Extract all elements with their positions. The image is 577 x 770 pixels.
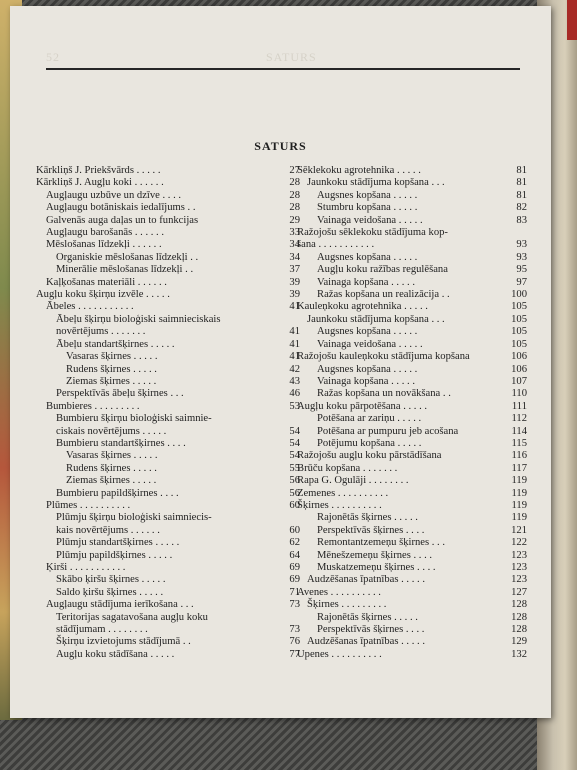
toc-entry-title: Skābo ķiršu šķirnes . . . . . <box>56 574 166 586</box>
toc-entry-page: 100 <box>511 289 527 301</box>
toc-entry <box>36 227 300 239</box>
toc-entry-title: Šķirņu izvietojums stādījumā . . <box>56 636 191 648</box>
toc-entry-title: Šķirnes . . . . . . . . . <box>307 599 387 611</box>
toc-entry <box>36 463 300 475</box>
toc-entry-page: 33 <box>289 227 300 239</box>
toc-entry-page: 129 <box>511 636 527 648</box>
toc-entry <box>297 165 527 177</box>
toc-entry-title: Bumbieru papildšķirnes . . . . <box>56 487 179 499</box>
toc-entry <box>297 636 527 648</box>
toc-entry-page: 60 <box>289 524 300 536</box>
toc-entry-title: Kaļķošanas materiāli . . . . . . <box>46 276 167 288</box>
toc-entry <box>297 599 527 611</box>
toc-entry <box>297 289 527 301</box>
toc-entry-title: kais novērtējums . . . . . . <box>56 524 160 536</box>
toc-entry <box>36 512 300 524</box>
toc-entry-title: Augsnes kopšana . . . . . <box>317 251 418 263</box>
toc-entry-page: 95 <box>516 264 527 276</box>
toc-entry <box>36 550 300 562</box>
toc-entry-title: Augļaugu stādījuma ierīkošana . . . <box>46 599 194 611</box>
toc-entry-title: Bumbieru standartšķirnes . . . . <box>56 437 186 449</box>
toc-entry-title: Kārkliņš J. Priekšvārds . . . . . <box>36 165 161 176</box>
toc-entry-title: Potējumu kopšana . . . . . <box>317 437 422 449</box>
toc-entry <box>297 264 527 276</box>
toc-entry-page: 64 <box>289 549 300 561</box>
toc-entry <box>36 388 300 400</box>
toc-entry-title: Organiskie mēslošanas līdzekļi . . <box>56 251 199 263</box>
toc-entry <box>36 450 300 462</box>
toc-entry-title: Plūmju standartšķirnes . . . . . <box>56 537 180 549</box>
toc-entry-title: stādījumam . . . . . . . . <box>56 624 148 636</box>
toc-entry-page: 41 <box>289 338 300 350</box>
toc-entry-page: 83 <box>516 214 527 226</box>
toc-entry-page: 93 <box>516 251 527 263</box>
toc-entry <box>297 426 527 438</box>
toc-entry-page: 115 <box>511 437 527 449</box>
running-header <box>46 50 516 64</box>
toc-entry <box>297 364 527 376</box>
toc-entry <box>36 426 300 438</box>
toc-entry-page: 60 <box>289 499 300 511</box>
toc-entry-page: 69 <box>289 562 300 573</box>
toc-entry-title: Rajonētās šķirnes . . . . . <box>317 611 418 623</box>
toc-entry-page: 34 <box>289 251 300 263</box>
toc-entry <box>36 239 300 251</box>
toc-entry-page: 41 <box>289 301 300 313</box>
toc-entry <box>297 512 527 524</box>
toc-entry-page: 128 <box>511 599 527 611</box>
toc-entry-title: Audzēšanas īpatnības . . . . . <box>307 636 425 648</box>
toc-entry <box>297 314 527 326</box>
toc-entry-page: 82 <box>516 202 527 214</box>
toc-entry-title: Augļaugu uzbūve un dzīve . . . . <box>46 189 182 201</box>
toc-entry-page: 122 <box>511 537 527 549</box>
toc-entry-page: 117 <box>511 462 527 474</box>
toc-entry-page: 123 <box>511 574 527 586</box>
spine-red-tab <box>567 0 577 40</box>
toc-entry <box>36 649 300 661</box>
toc-entry <box>297 562 527 574</box>
toc-entry-title: Augsnes kopšana . . . . . <box>317 363 418 375</box>
toc-entry-title: Bumbieres . . . . . . . . . <box>46 400 140 412</box>
toc-entry <box>36 599 300 611</box>
toc-entry <box>36 314 300 326</box>
toc-entry-page: 54 <box>289 425 300 437</box>
toc-entry-page: 71 <box>289 586 300 598</box>
toc-entry-page: 37 <box>289 264 300 276</box>
toc-entry <box>297 649 527 661</box>
toc-entry-page: 56 <box>289 487 300 499</box>
toc-entry-title: Rapa G. Ogulāji . . . . . . . . <box>297 475 409 487</box>
toc-entry-page: 123 <box>511 549 527 561</box>
toc-entry <box>297 450 527 462</box>
toc-entry-title: Plūmes . . . . . . . . . . <box>46 499 131 511</box>
toc-entry-page: 39 <box>289 289 300 301</box>
toc-entry <box>297 612 527 624</box>
toc-entry-page: 43 <box>289 375 300 387</box>
toc-entry-page: 121 <box>511 524 527 536</box>
toc-entry-page: 114 <box>511 425 527 437</box>
toc-entry-page: 105 <box>511 338 527 350</box>
toc-entry-title: Augļu koku ražības regulēšana <box>317 264 448 276</box>
toc-entry-page: 105 <box>511 313 527 325</box>
toc-entry-page: 46 <box>289 388 300 400</box>
toc-entry-page: 54 <box>289 437 300 449</box>
toc-entry-title: Mēslošanas līdzekļi . . . . . . <box>46 239 162 251</box>
toc-entry-page: 107 <box>511 375 527 387</box>
toc-entry-title: Ražojošu sēklekoku stādījuma kop- <box>297 227 448 239</box>
toc-entry-page: 28 <box>289 177 300 189</box>
toc-entry-page: 28 <box>289 202 300 214</box>
toc-entry <box>36 301 300 313</box>
toc-entry <box>297 339 527 351</box>
toc-entry-page: 112 <box>511 413 527 425</box>
toc-entry <box>36 190 300 202</box>
toc-entry-page: 119 <box>511 475 527 487</box>
toc-entry <box>36 401 300 413</box>
toc-entry-page: 123 <box>511 562 527 573</box>
toc-entry <box>36 612 300 624</box>
toc-entry-title: Plūmju papildšķirnes . . . . . <box>56 549 173 561</box>
toc-entry-title: Vainaga veidošana . . . . . <box>317 214 423 226</box>
toc-entry <box>36 252 300 264</box>
toc-entry <box>297 525 527 537</box>
toc-entry-title: Brūču kopšana . . . . . . . <box>297 462 398 474</box>
toc-entry-page: 128 <box>511 624 527 636</box>
toc-entry <box>36 277 300 289</box>
toc-entry-page: 73 <box>289 624 300 636</box>
toc-entry-page: 106 <box>511 363 527 375</box>
toc-entry-title: Ābeles . . . . . . . . . . . <box>46 301 134 313</box>
toc-entry-title: Ražas kopšana un novākšana . . <box>317 388 451 400</box>
toc-entry-page: 97 <box>516 276 527 288</box>
toc-entry-title: Stumbru kopšana . . . . . <box>317 202 418 214</box>
toc-entry <box>297 215 527 227</box>
toc-entry <box>36 339 300 351</box>
toc-entry-page: 132 <box>511 648 527 660</box>
toc-entry-title: Vasaras šķirnes . . . . . <box>66 351 158 363</box>
toc-entry-title: Vainaga kopšana . . . . . <box>317 276 415 288</box>
toc-entry <box>297 351 527 363</box>
toc-entry-title: Augsnes kopšana . . . . . <box>317 326 418 338</box>
toc-entry <box>36 488 300 500</box>
toc-right-column <box>297 165 527 661</box>
toc-entry-page: 41 <box>289 351 300 363</box>
toc-entry-page: 128 <box>511 611 527 623</box>
toc-entry-title: Vasaras šķirnes . . . . . <box>66 450 158 462</box>
toc-entry-page: 73 <box>289 599 300 611</box>
toc-entry-title: Ražas kopšana un realizācija . . <box>317 289 450 301</box>
toc-entry <box>36 364 300 376</box>
toc-entry <box>297 326 527 338</box>
toc-entry <box>36 165 300 177</box>
toc-entry <box>36 413 300 425</box>
toc-entry-page: 27 <box>289 165 300 176</box>
toc-entry-page: 111 <box>511 400 527 412</box>
toc-entry-title: Upenes . . . . . . . . . . <box>297 648 382 660</box>
toc-entry <box>297 475 527 487</box>
toc-entry <box>36 624 300 636</box>
toc-entry-title: Muskatzemeņu šķirnes . . . . <box>317 562 436 573</box>
toc-entry <box>36 215 300 227</box>
toc-entry-title: Galvenās auga daļas un to funkcijas <box>46 214 199 226</box>
toc-entry <box>36 525 300 537</box>
toc-entry-page: 106 <box>511 351 527 363</box>
toc-entry-title: Perspektīvās ābeļu šķirnes . . . <box>56 388 184 400</box>
toc-entry <box>297 388 527 400</box>
toc-entry-title: ciskais novērtējums . . . . . <box>56 425 167 437</box>
toc-entry-title: Rudens šķirnes . . . . . <box>66 462 157 474</box>
toc-entry <box>36 475 300 487</box>
toc-entry-title: Šķirnes . . . . . . . . . . <box>297 499 382 511</box>
toc-entry-title: Plūmju šķirņu bioloģiski saimniecis- <box>56 512 212 524</box>
toc-entry <box>297 488 527 500</box>
toc-entry-title: Perspektīvās šķirnes . . . . <box>317 524 425 536</box>
toc-entry-title: Augsnes kopšana . . . . . <box>317 189 418 201</box>
toc-entry <box>297 401 527 413</box>
toc-entry-page: 76 <box>289 636 300 648</box>
toc-entry <box>36 326 300 338</box>
toc-entry-title: Ziemas šķirnes . . . . . <box>66 475 157 487</box>
toc-entry-page: 39 <box>289 276 300 288</box>
toc-entry-title: Teritorijas sagatavošana augļu koku <box>56 611 208 623</box>
toc-entry <box>36 376 300 388</box>
toc-entry <box>297 537 527 549</box>
toc-entry-title: Ražojošu augļu koku pārstādīšana <box>297 450 442 462</box>
toc-entry-page: 119 <box>511 487 527 499</box>
toc-entry-page: 105 <box>511 326 527 338</box>
toc-entry <box>36 587 300 599</box>
toc-entry-page: 105 <box>511 301 527 313</box>
toc-entry-title: Kauleņkoku agrotehnika . . . . . <box>297 301 428 313</box>
toc-entry-title: Ziemas šķirnes . . . . . <box>66 375 157 387</box>
toc-entry-title: Ābeļu šķirņu bioloģiski saimnieciskais <box>56 313 221 325</box>
toc-entry-page: 62 <box>289 537 300 549</box>
toc-entry <box>36 202 300 214</box>
toc-entry-page: 34 <box>289 239 300 251</box>
toc-entry <box>297 177 527 189</box>
toc-entry-title: Ābeļu standartšķirnes . . . . . <box>56 338 175 350</box>
header-page-number: 52 <box>46 50 60 64</box>
toc-entry-page: 42 <box>289 363 300 375</box>
toc-entry <box>36 500 300 512</box>
toc-left-column <box>36 165 300 661</box>
toc-entry-title: Audzēšanas īpatnības . . . . . <box>307 574 425 586</box>
toc-entry-title: Minerālie mēslošanas līdzekļi . . <box>56 264 194 276</box>
toc-entry-title: Ražojošu kauleņkoku stādījuma kopšana <box>297 351 470 363</box>
toc-entry-title: Perspektīvās šķirnes . . . . <box>317 624 425 636</box>
toc-entry-page: 81 <box>516 177 527 189</box>
toc-entry <box>297 376 527 388</box>
toc-entry <box>36 438 300 450</box>
toc-entry <box>297 227 527 239</box>
toc-entry-title: Jaunkoku stādījuma kopšana . . . <box>307 313 445 325</box>
toc-entry-page: 127 <box>511 586 527 598</box>
toc-entry-title: Augļu koku stādīšana . . . . . <box>56 648 175 660</box>
toc-entry-title: Augļaugu barošanās . . . . . . <box>46 227 164 239</box>
header-title: SATURS <box>266 50 317 64</box>
header-rule <box>46 68 520 70</box>
toc-entry <box>36 289 300 301</box>
toc-entry <box>297 574 527 586</box>
toc-entry <box>297 500 527 512</box>
toc-entry <box>297 413 527 425</box>
toc-entry-title: Jaunkoku stādījuma kopšana . . . <box>307 177 445 189</box>
toc-entry <box>36 177 300 189</box>
toc-entry <box>297 438 527 450</box>
toc-entry-title: šana . . . . . . . . . . . <box>297 239 375 251</box>
toc-entry <box>36 351 300 363</box>
toc-entry-page: 69 <box>289 574 300 586</box>
toc-entry-page: 41 <box>289 326 300 338</box>
toc-entry <box>36 574 300 586</box>
toc-entry-page: 77 <box>289 648 300 660</box>
toc-entry <box>297 202 527 214</box>
toc-entry-page: 29 <box>289 214 300 226</box>
toc-entry-title: Sēklekoku agrotehnika . . . . . <box>297 165 421 176</box>
toc-entry-title: Saldo ķiršu šķirnes . . . . . <box>56 586 164 598</box>
toc-entry-title: Potēšana ar zariņu . . . . . <box>317 413 422 425</box>
toc-entry-page: 81 <box>516 189 527 201</box>
toc-entry-title: Potēšana ar pumpuru jeb acošana <box>317 425 459 437</box>
toc-entry-title: Augļu koku pārpotēšana . . . . . <box>297 400 428 412</box>
toc-entry <box>297 277 527 289</box>
toc-entry <box>297 301 527 313</box>
toc-entry <box>297 550 527 562</box>
toc-entry-title: Kārkliņš J. Augļu koki . . . . . . <box>36 177 164 189</box>
toc-entry <box>297 190 527 202</box>
toc-entry <box>36 636 300 648</box>
toc-entry-page: 56 <box>289 475 300 487</box>
toc-entry-page: 119 <box>511 512 527 524</box>
toc-entry-page: 53 <box>289 400 300 412</box>
toc-entry-title: Zemenes . . . . . . . . . . <box>297 487 389 499</box>
toc-entry-title: Augļaugu botāniskais iedalījums . . <box>46 202 196 214</box>
toc-entry <box>36 264 300 276</box>
page-title: SATURS <box>254 139 307 153</box>
toc-entry <box>297 624 527 636</box>
toc-entry-title: Avenes . . . . . . . . . . <box>297 586 381 598</box>
toc-entry-title: Mēnešzemeņu šķirnes . . . . <box>317 549 433 561</box>
toc-entry <box>297 252 527 264</box>
toc-entry-title: Ķirši . . . . . . . . . . . <box>46 562 126 573</box>
toc-entry <box>36 562 300 574</box>
toc-entry-page: 55 <box>289 462 300 474</box>
toc-entry-title: Rudens šķirnes . . . . . <box>66 363 157 375</box>
toc-entry-title: novērtējums . . . . . . . <box>56 326 146 338</box>
toc-entry-title: Vainaga veidošana . . . . . <box>317 338 423 350</box>
toc-entry <box>297 587 527 599</box>
toc-entry-title: Remontantzemeņu šķirnes . . . <box>317 537 445 549</box>
toc-entry-title: Rajonētās šķirnes . . . . . <box>317 512 418 524</box>
toc-entry-title: Vainaga kopšana . . . . . <box>317 375 415 387</box>
toc-entry-page: 93 <box>516 239 527 251</box>
book-page <box>10 6 551 718</box>
toc-entry <box>297 239 527 251</box>
toc-entry-title: Bumbieru šķirņu bioloģiski saimnie- <box>56 413 212 425</box>
toc-entry-page: 54 <box>289 450 300 462</box>
toc-entry-page: 81 <box>516 165 527 176</box>
toc-entry-page: 110 <box>511 388 527 400</box>
toc-entry-page: 116 <box>511 450 527 462</box>
toc-entry-page: 28 <box>289 189 300 201</box>
toc-entry-page: 119 <box>511 499 527 511</box>
toc-entry <box>297 463 527 475</box>
toc-entry-title: Augļu koku šķirņu izvēle . . . . . <box>36 289 170 301</box>
toc-entry <box>36 537 300 549</box>
